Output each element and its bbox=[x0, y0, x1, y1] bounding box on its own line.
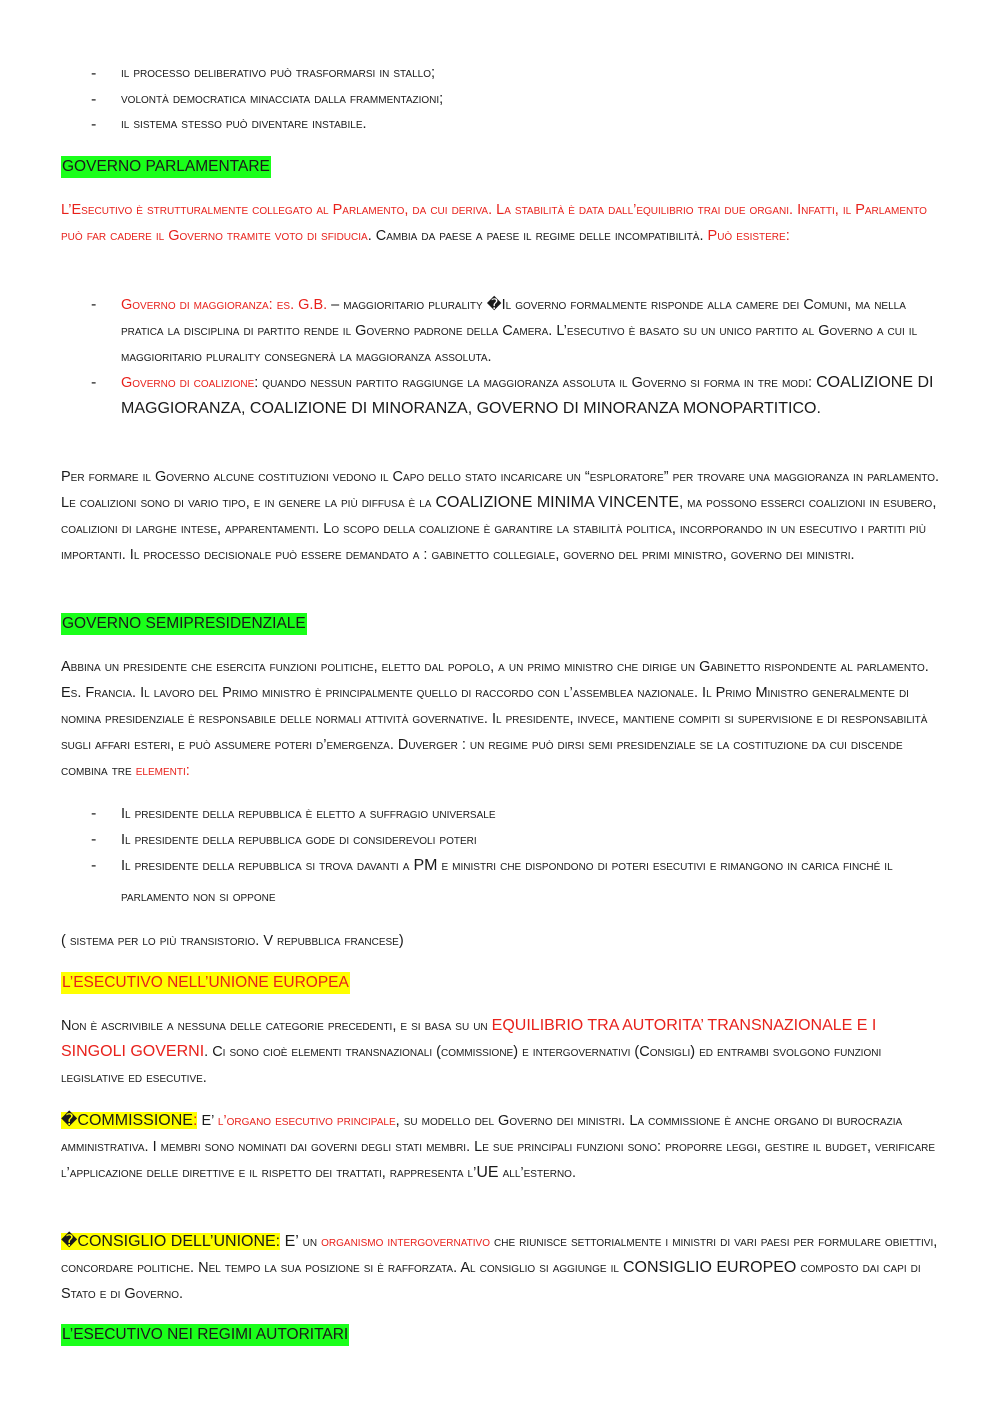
plain-text: e ministri che dispondono di poteri esecutivi e rimangono in carica finché il parlamento non si oppone bbox=[121, 858, 893, 905]
section-heading-governo-semipresidenziale: GOVERNO SEMIPRESIDENZIALE bbox=[61, 613, 307, 635]
list-item bbox=[61, 850, 941, 913]
plain-text: . Ci sono cioè elementi transnazionali (commissione) e intergovernativi (Consigli) ed entrambi svolgono funzioni legislative ed esecutive. bbox=[61, 1044, 882, 1086]
plain-text: Non è ascrivibile a nessuna delle categorie precedenti, e si basa su un bbox=[61, 1018, 492, 1034]
plain-text: all’esterno. bbox=[498, 1165, 576, 1181]
paragraph-consiglio bbox=[61, 1229, 941, 1307]
caps-text: PM bbox=[413, 857, 438, 874]
plain-text: E’ bbox=[280, 1233, 303, 1250]
red-text: Governo di coalizione bbox=[121, 375, 255, 391]
caps-text: CONSIGLIO EUROPEO bbox=[623, 1259, 797, 1276]
list-item: - volontà democratica minacciata dalla frammentazioni; bbox=[61, 87, 941, 113]
plain-text: un bbox=[302, 1234, 322, 1250]
plain-text: maggioritario plurality �Il governo formalmente risponde alla camere dei Comuni, ma nella pratica la disciplina di partito rende il Governo padrone della Camera. L’esecutivo è basato su un unico partito al Governo a cui il maggioritario plurality consegnerà la maggioranza assoluta. bbox=[121, 297, 918, 365]
governo-types-list bbox=[61, 292, 941, 422]
paragraph-commissione bbox=[61, 1108, 941, 1186]
red-text: elementi: bbox=[135, 763, 190, 779]
highlight-label-consiglio: �CONSIGLIO DELL’UNIONE: bbox=[61, 1233, 281, 1250]
elementi-list bbox=[61, 801, 941, 913]
list-item: - il sistema stesso può diventare instabile. bbox=[61, 112, 941, 138]
note-transitorio: ( sistema per lo più transistorio. V repubblica francese) bbox=[61, 933, 404, 949]
highlight-label-commissione: �COMMISSIONE bbox=[61, 1112, 193, 1129]
red-text: L’Esecutivo è strutturalmente collegato al Parlamento, da cui deriva. La stabilità è data dall’equilibrio trai due organi. Infatti, il Parlamento può far cadere il Governo tramite voto di sfiducia bbox=[61, 202, 927, 244]
intro-list bbox=[61, 61, 941, 138]
caps-text: COALIZIONE DI MAGGIORANZA, COALIZIONE DI MINORANZA, GOVERNO DI MINORANZA MONOPARTITICO. bbox=[121, 374, 934, 417]
section-heading-regimi-autoritari: L’ESECUTIVO NEI REGIMI AUTORITARI bbox=[61, 1324, 349, 1346]
plain-text: , ma possono esserci coalizioni in esubero, coalizioni di larghe intese, apparentamenti. Lo scopo della coalizione è garantire la stabilità politica, incorporando in un esecutivo i partiti più importanti. Il processo decisionale può essere demandato a : gabinetto collegiale, governo del primi ministro, governo dei ministri. bbox=[61, 495, 937, 563]
section-heading-esecutivo-ue: L’ESECUTIVO NELL’UNIONE EUROPEA bbox=[61, 972, 350, 994]
list-item: - il processo deliberativo può trasformarsi in stallo; bbox=[61, 61, 941, 87]
plain-text: composto dai capi di Stato e di Governo. bbox=[61, 1260, 921, 1302]
highlight-colon: : bbox=[192, 1112, 198, 1129]
plain-text: : quando nessun partito raggiunge la maggioranza assoluta il Governo si forma in tre modi: bbox=[254, 375, 817, 391]
red-caps-text: EQUILIBRIO TRA AUTORITA’ TRANSNAZIONALE E I SINGOLI GOVERNI bbox=[61, 1017, 877, 1060]
red-text: Governo di maggioranza: es. G.B. bbox=[121, 297, 328, 313]
red-text: organismo intergovernativo bbox=[321, 1234, 490, 1250]
plain-text: Abbina un presidente che esercita funzioni politiche, eletto dal popolo, a un primo ministro che dirige un Gabinetto rispondente al parlamento. Es. Francia. Il lavoro del Primo ministro è principalmente quello di raccordo con l’assemblea nazionale. Il Primo Ministro generalmente di nomina presidenziale è responsabile delle normali attività governative. Il presidente, invece, mantiene compiti si supervisione e di responsabilità sugli affari esteri, e può assumere poteri d’emergenza. Duverger : un regime può dirsi semi presidenziale se la costituzione da cui discende combina tre bbox=[61, 659, 929, 779]
list-item-maggioranza bbox=[61, 292, 941, 370]
paragraph-esecutivo-parlamento bbox=[61, 197, 941, 249]
plain-text: . Cambia da paese a paese il regime delle incompatibilità. bbox=[367, 228, 708, 244]
list-item: - Il presidente della repubblica è eletto a suffragio universale bbox=[61, 801, 941, 827]
section-heading-governo-parlamentare: GOVERNO PARLAMENTARE bbox=[61, 156, 271, 178]
list-item: - Il presidente della repubblica gode di considerevoli poteri bbox=[61, 827, 941, 853]
plain-text: E’ bbox=[197, 1113, 218, 1129]
plain-text: che riunisce settorialmente i ministri di vari paesi per formulare obiettivi, concordare politiche. Nel tempo la sua posizione si è rafforzata. Al consiglio si aggiunge il bbox=[61, 1234, 938, 1276]
paragraph-semipresidenziale bbox=[61, 654, 941, 784]
plain-text: Il presidente della repubblica si trova davanti a bbox=[121, 858, 414, 874]
plain-text: , su modello del Governo dei ministri. La commissione è anche organo di burocrazia amministrativa. I membri sono nominati dai governi degli stati membri. Le sue principali funzioni sono: proporre leggi, gestire il budget, verificare l’applicazione delle direttive e il rispetto dei trattati, rappresenta l’ bbox=[61, 1113, 936, 1181]
red-text: l’organo esecutivo principale bbox=[217, 1113, 396, 1129]
plain-text: Per formare il Governo alcune costituzioni vedono il Capo dello stato incaricare un “esploratore” per trovare una maggioranza in parlamento. Le coalizioni sono di vario tipo, e in genere la più diffusa è la bbox=[61, 469, 940, 511]
paragraph-ue bbox=[61, 1013, 941, 1091]
caps-text: COALIZIONE MINIMA VINCENTE bbox=[435, 494, 680, 511]
paragraph-formare-governo bbox=[61, 464, 941, 568]
list-item-coalizione bbox=[61, 370, 941, 422]
plain-text: – bbox=[327, 297, 344, 313]
caps-text: UE bbox=[476, 1164, 499, 1181]
red-text: Può esistere: bbox=[707, 228, 790, 244]
